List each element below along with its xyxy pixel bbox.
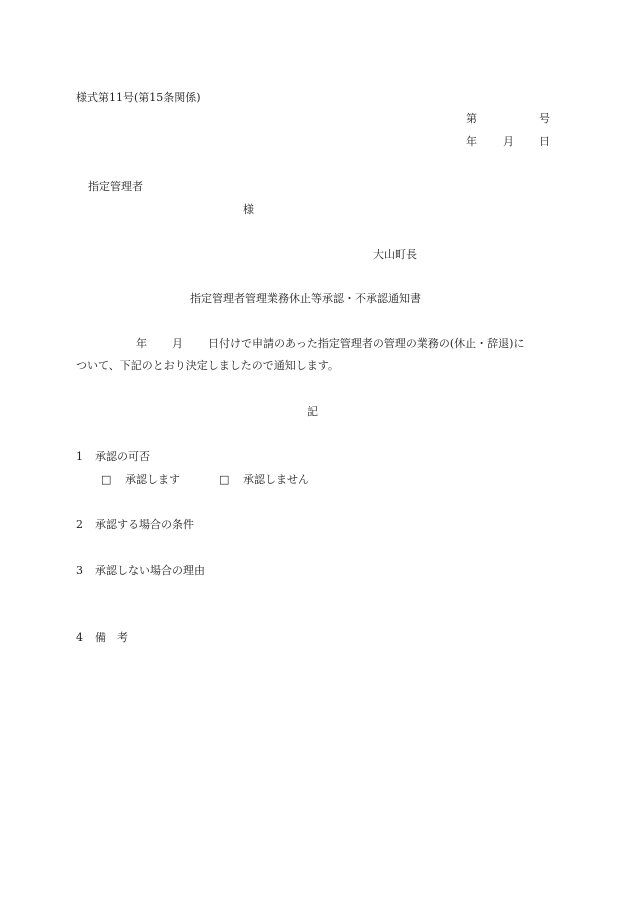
body-line2: ついて、下記のとおり決定しましたので通知します。 [76, 359, 339, 372]
document-title: 指定管理者管理業務休止等承認・不承認通知書 [190, 292, 421, 305]
item-3-label: 承認しない場合の理由 [95, 564, 205, 577]
form-number: 様式第11号(第15条関係) [76, 91, 201, 104]
option-reject-checkbox[interactable]: □ [219, 473, 230, 486]
record-heading: 記 [307, 405, 318, 418]
option-approve-label: 承認します [125, 473, 180, 486]
option-reject-label: 承認しません [243, 473, 309, 486]
body-year: 年 [136, 337, 147, 350]
item-2-number: 2 [76, 518, 83, 531]
item-1-number: 1 [76, 450, 83, 463]
item-2-label: 承認する場合の条件 [95, 518, 194, 531]
doc-number-suffix: 号 [539, 112, 550, 125]
body-line1: 日付けで申請のあった指定管理者の管理の業務の(休止・辞退)に [208, 337, 525, 350]
item-4-number: 4 [76, 631, 83, 644]
date-year: 年 [466, 135, 477, 148]
date-month: 月 [503, 135, 514, 148]
option-approve-checkbox[interactable]: □ [101, 473, 112, 486]
addressee-title: 指定管理者 [88, 180, 143, 193]
date-day: 日 [539, 135, 550, 148]
addressee-honorific: 様 [243, 203, 254, 216]
doc-number-prefix: 第 [466, 112, 477, 125]
body-month: 月 [172, 337, 183, 350]
item-3-number: 3 [76, 564, 83, 577]
issuer-name: 大山町長 [373, 248, 417, 261]
item-4-label: 備 考 [95, 631, 128, 644]
item-1-label: 承認の可否 [95, 450, 150, 463]
